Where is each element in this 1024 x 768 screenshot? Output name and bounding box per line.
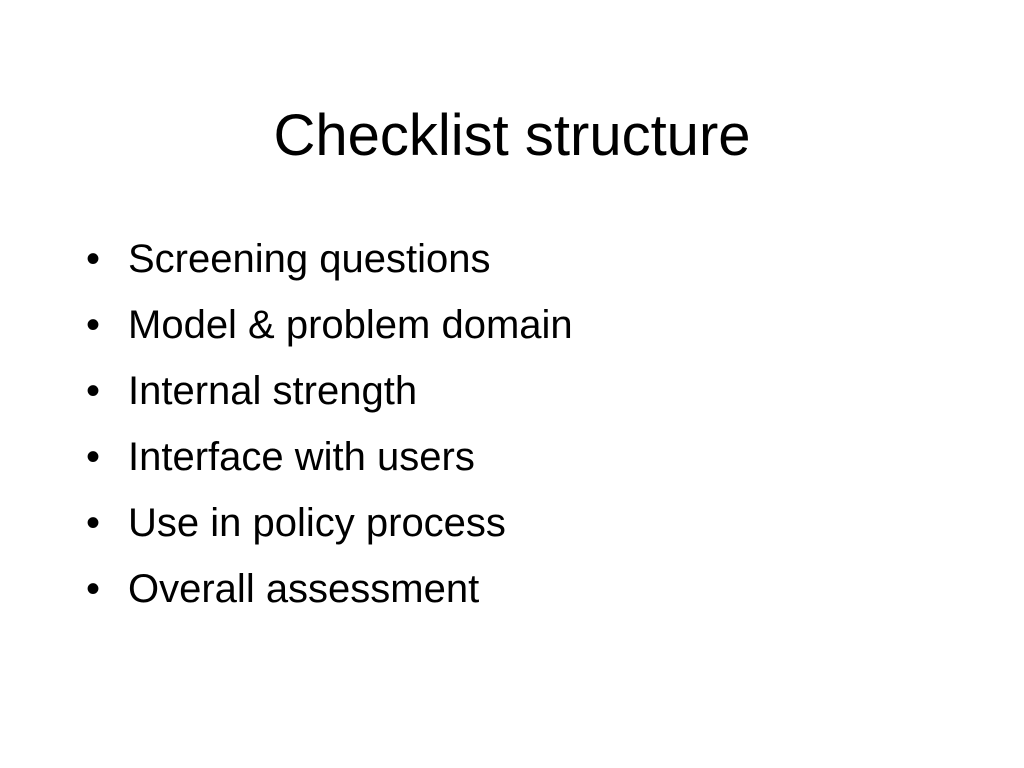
slide-title: Checklist structure (273, 103, 751, 168)
list-item (84, 490, 573, 556)
bullet-icon: • (86, 237, 101, 281)
list-item (84, 292, 573, 358)
list-item-label: Overall assessment (128, 567, 480, 611)
bullet-list (84, 226, 573, 622)
list-item (84, 358, 573, 424)
bullet-icon: • (86, 435, 101, 479)
bullet-icon: • (86, 303, 101, 347)
bullet-icon: • (86, 567, 101, 611)
list-item (84, 226, 573, 292)
bullet-icon: • (86, 501, 101, 545)
list-item-label: Internal strength (128, 369, 418, 413)
list-item-label: Use in policy process (128, 501, 506, 545)
list-item-label: Screening questions (128, 237, 491, 281)
list-item (84, 424, 573, 490)
list-item (84, 556, 573, 622)
bullet-icon: • (86, 369, 101, 413)
list-item-label: Model & problem domain (128, 303, 573, 347)
list-item-label: Interface with users (128, 435, 475, 479)
